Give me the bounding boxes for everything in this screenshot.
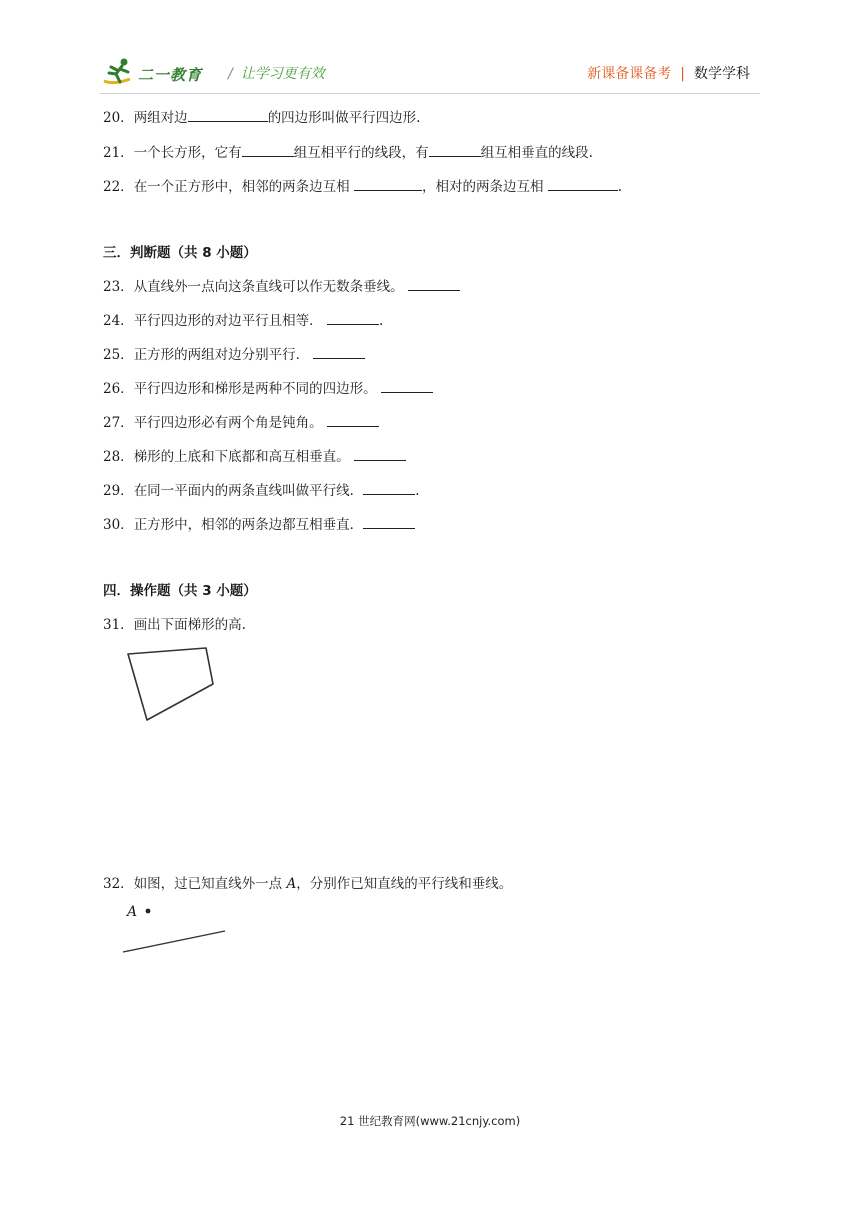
section-title-operation: 四．操作题（共 3 小题） [103,583,257,599]
question-number: 26． [103,381,134,397]
answer-blank[interactable] [242,142,294,157]
answer-blank[interactable] [408,276,460,291]
question-number: 28． [103,449,134,465]
answer-blank[interactable] [327,412,379,427]
question-text: . [617,179,623,195]
question-text: 画出下面梯形的高. [133,617,246,633]
answer-blank[interactable] [429,142,481,157]
given-line [123,931,225,952]
line-with-point-figure [118,902,230,958]
question-text: 两组对边 [133,110,188,126]
answer-blank[interactable] [354,446,406,461]
answer-blank[interactable] [327,310,379,325]
logo-text: 二一教育 [138,66,203,84]
question-number: 27． [103,415,134,431]
question-number: 30． [103,517,134,533]
question-text: 如图，过已知直线外一点 [133,876,287,892]
question-number: 29． [103,483,134,499]
question-text: 平行四边形和梯形是两种不同的四边形。 [133,381,381,397]
answer-blank[interactable] [188,107,268,122]
question-23 [103,275,460,295]
answer-blank[interactable] [548,176,618,191]
question-text: 正方形的两组对边分别平行． [133,347,314,363]
answer-blank[interactable] [313,344,365,359]
slogan: / 让学习更有效 [228,66,325,82]
answer-blank[interactable] [363,514,415,529]
question-25 [103,343,365,363]
question-24 [103,309,383,329]
question-text: . [415,483,420,499]
question-number: 20． [103,110,134,126]
question-27 [103,411,379,431]
answer-blank[interactable] [381,378,433,393]
question-text: 正方形中，相邻的两条边都互相垂直． [133,517,364,533]
question-26 [103,377,433,397]
question-text: ，相对的两条边互相 [421,179,548,195]
question-text: 的四边形叫做平行四边形. [267,110,421,126]
answer-blank[interactable] [363,480,415,495]
question-29 [103,479,419,499]
question-number: 31． [103,617,134,633]
trapezoid-shape [128,648,213,720]
header-subject-label: 数学学科 [694,66,750,82]
question-21 [103,141,593,161]
question-text: 平行四边形必有两个角是钝角。 [133,415,327,431]
question-20 [103,106,420,126]
question-text: 在同一平面内的两条直线叫做平行线． [133,483,364,499]
question-32 [103,872,512,892]
question-number: 23． [103,279,134,295]
question-text: 一个长方形，它有 [133,145,242,161]
question-number: 25． [103,347,134,363]
question-28 [103,445,406,465]
slogan-text: 让学习更有效 [240,66,325,82]
point-a-label: A [127,904,138,920]
answer-blank[interactable] [354,176,422,191]
question-number: 22． [103,179,134,195]
header-course-label: 新课备课备考 [587,66,672,82]
question-number: 24． [103,313,134,329]
section-title-judgement: 三．判断题（共 8 小题） [103,245,257,261]
question-31 [103,613,246,633]
logo [100,55,212,89]
question-text: 在一个正方形中，相邻的两条边互相 [133,179,354,195]
question-text: 组互相垂直的线段. [480,145,593,161]
question-text: 从直线外一点向这条直线可以作无数条垂线。 [133,279,408,295]
page-footer: 21 世纪教育网(www.21cnjy.com) [339,1114,521,1128]
question-text: 梯形的上底和下底都和高互相垂直。 [133,449,354,465]
point-a-dot [146,909,151,914]
question-text: 组互相平行的线段，有 [293,145,429,161]
point-label-inline: A [286,876,297,892]
runner-logo-icon [100,55,140,89]
question-22 [103,175,622,195]
page-header [100,55,760,89]
header-subject [587,63,750,83]
question-text: . [378,313,384,329]
header-divider [100,93,760,94]
question-number: 32． [103,876,134,892]
question-number: 21． [103,145,134,161]
header-separator: | [680,66,685,82]
question-text: ，分别作已知直线的平行线和垂线。 [296,876,513,892]
question-30 [103,513,415,533]
trapezoid-figure [120,642,220,726]
question-text: 平行四边形的对边平行且相等． [133,313,327,329]
